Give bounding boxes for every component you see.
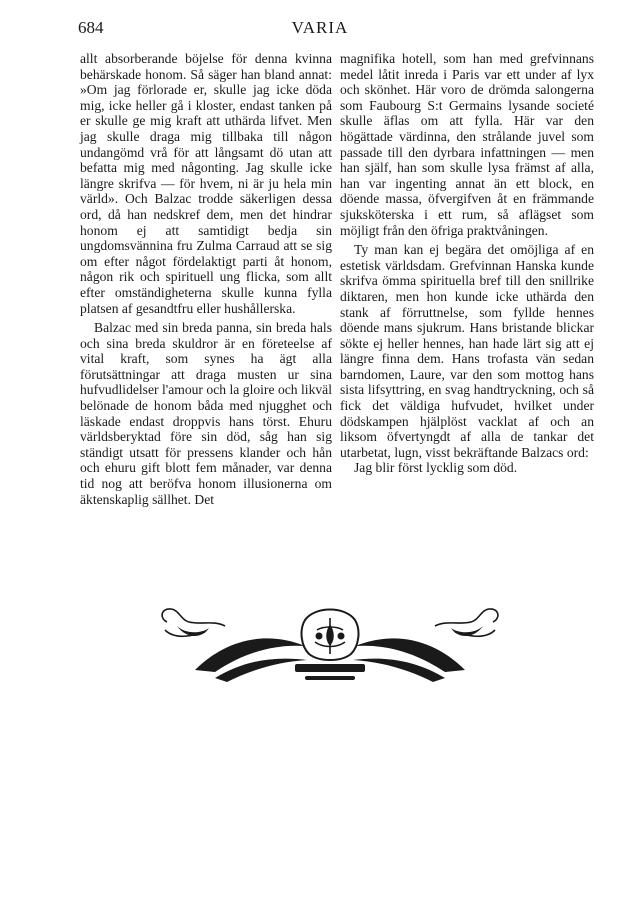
left-column — [80, 51, 332, 507]
left-paragraph-2: Balzac med sin breda panna, sin breda hals och sina breda skuldror är en företeelse af vital kraft, som synes ha ägt alla förutsättningar att draga musten ur sina hufvudlidelser l'amour och la gloire och likväl belönade de honom båda med njugghet och läskade endast droppvis hans törst. Ehuru världsberyktad före sin död, såg han sig ständigt utsatt för pressens klander och hån och ehuru gift blott fem månader, var denna tid nog att beröfva honom illusionerna om äktenskaplig sällhet. Det — [80, 320, 332, 507]
left-paragraph-1: allt absorberande böjelse för denna kvinna behärskade honom. Så säger han bland annat: »Om jag förlorade er, skulle jag icke döda mig, icke heller gå i kloster, endast tanken på er skulle ge mig kraft att uthärda lifvet. Men jag skulle draga mig tillbaka till någon undangömd vrå för att långsamt dö utan att befatta mig med någonting. Jag skulle icke längre skrifva — för hvem, ni är ju hela min värld». Och Balzac trodde säkerligen dessa ord, då han nedskref dem, men det hindrar honom ej att samtidigt bedja sin ungdomsvännina fru Zulma Carraud att se sig om efter något fördelaktigt parti åt honom, någon rik och spirituell ung flicka, som allt efter omständigheterna skulle kunna fylla platsen af gesandtfru eller hushållerska. — [80, 51, 332, 316]
right-paragraph-2: Ty man kan ej begära det omöjliga af en estetisk världsdam. Grefvinnan Hanska kunde skrifva ömma spirituella bref till den snillrike diktaren, men hon kunde icke uthärda den stank af förruttnelse, som fyllde hennes döende mans sjukrum. Hans bristande blickar sökte ej heller hennes, han hade lärt sig att ej längre finna dem. Hans trofasta vän sedan barndomen, Laure, var den som mottog hans sista lifsyttring, en svag handtryckning, och så fick det väldiga hufvudet, hvilket under dödskampen hjälplöst vacklat af och an liksom öfvertyngdt af alla de tankar det utarbetat, lugn, visst bekräftande Balzacs ord: — [340, 242, 594, 460]
right-column — [340, 51, 594, 476]
right-paragraph-1: magnifika hotell, som han med grefvinnans medel låtit inreda i Paris var ett under af lyx och skönhet. Här voro de drömda salongerna som Faubourg S:t Germains lysande societé skulle äflas om att fylla. Här var den högättade värdinna, den strålande juvel som passade till den dyrbara infattningen — men han själf, han som skulle lysa främst af alla, han var ingenting annat än ett block, en döende massa, öfvergifven åt en främmande sjuksköterska i ett rum, så aflägset som möjligt från den öfriga praktvåningen. — [340, 51, 594, 238]
page-number: 684 — [78, 18, 104, 37]
decorative-tailpiece-icon — [155, 600, 505, 692]
running-title: VARIA — [291, 18, 349, 37]
right-paragraph-3: Jag blir först lycklig som död. — [354, 460, 518, 476]
